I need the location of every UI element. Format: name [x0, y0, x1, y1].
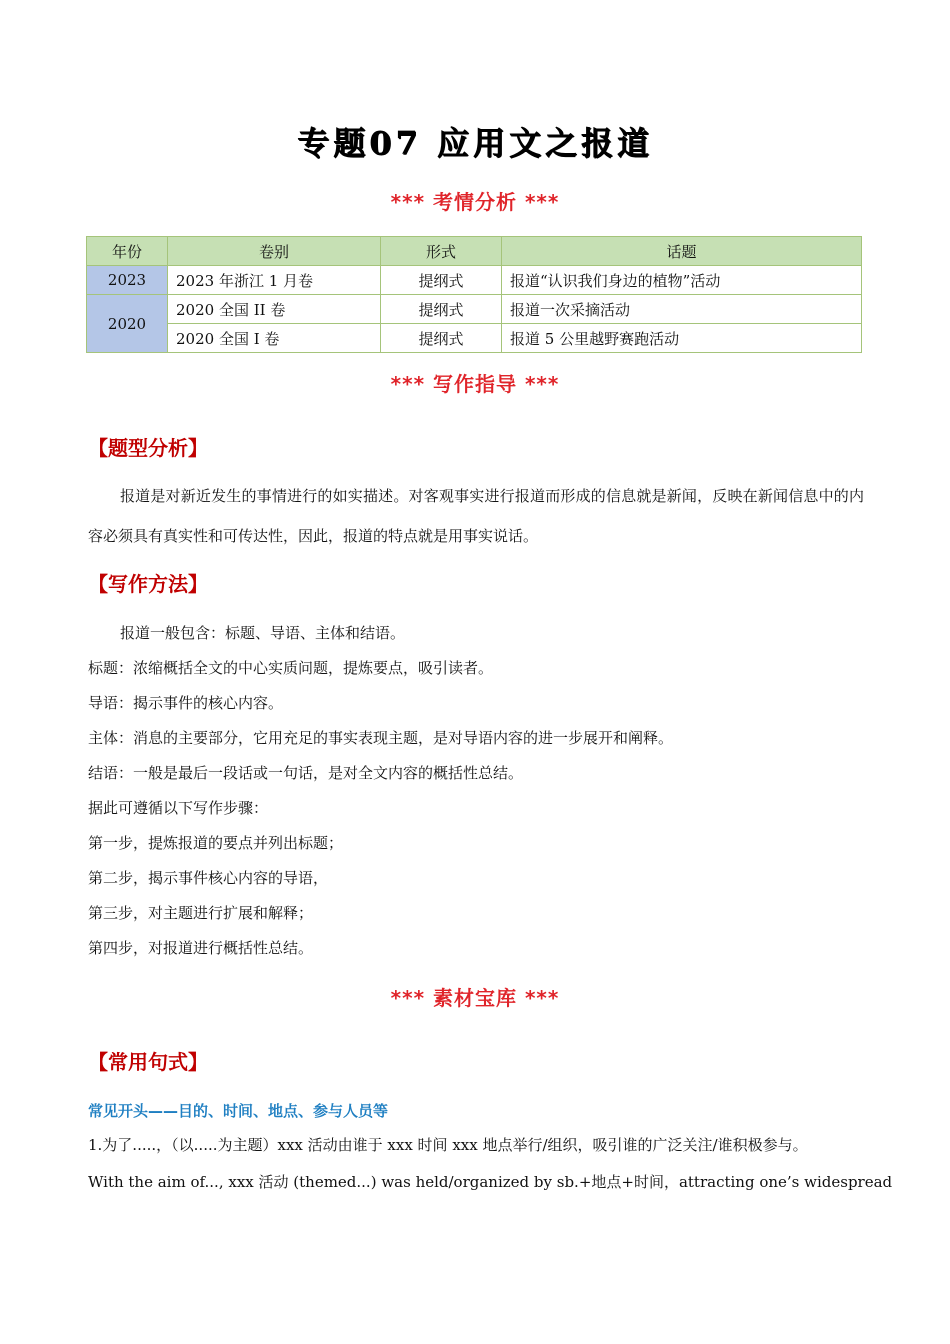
- method-line: 第二步，揭示事件核心内容的导语，: [88, 869, 329, 887]
- table-row: [87, 266, 862, 295]
- exam-table: [86, 236, 862, 353]
- method-line: 第四步，对报道进行概括性总结。: [88, 939, 314, 957]
- cell-year: 2020: [87, 295, 168, 353]
- method-line: 第三步，对主题进行扩展和解释；: [88, 904, 314, 922]
- sentence-line: 1.为了.....，（以.....为主题）xxx 活动由谁于 xxx 时间 xxx 地点举行/组织，吸引谁的广泛关注/谁积极参与。: [88, 1136, 808, 1154]
- section-material-heading: *** 素材宝库 ***: [390, 986, 560, 1010]
- header-topic: 话题: [502, 237, 862, 266]
- method-line: 据此可遵循以下写作步骤：: [88, 799, 269, 817]
- sentences-subheading: 常见开头——目的、时间、地点、参与人员等: [88, 1102, 389, 1120]
- cell-form: 提纲式: [381, 295, 502, 324]
- page-title: 专题07 应用文之报道: [297, 124, 653, 162]
- type-analysis-text: 报道是对新近发生的事情进行的如实描述。对客观事实进行报道而形成的信息就是新闻，反映在新闻信息中的内容必须具有真实性和可传达性，因此，报道的特点就是用事实说话。: [88, 487, 864, 545]
- cell-form: 提纲式: [381, 266, 502, 295]
- sentences-heading: 【常用句式】: [88, 1050, 208, 1074]
- type-analysis-heading: 【题型分析】: [88, 436, 208, 460]
- section-guide-heading: *** 写作指导 ***: [390, 372, 560, 396]
- table-row: [87, 324, 862, 353]
- header-paper: 卷别: [168, 237, 381, 266]
- table-row: [87, 295, 862, 324]
- method-line: 主体：消息的主要部分，它用充足的事实表现主题，是对导语内容的进一步展开和阐释。: [88, 729, 674, 747]
- header-form: 形式: [381, 237, 502, 266]
- cell-form: 提纲式: [381, 324, 502, 353]
- section-analysis-heading: *** 考情分析 ***: [390, 190, 560, 214]
- cell-topic: 报道 5 公里越野赛跑活动: [502, 324, 862, 353]
- method-line: 结语：一般是最后一段话或一句话，是对全文内容的概括性总结。: [88, 764, 524, 782]
- cell-topic: 报道一次采摘活动: [502, 295, 862, 324]
- table-header-row: [87, 237, 862, 266]
- header-year: 年份: [87, 237, 168, 266]
- cell-topic: 报道“认识我们身边的植物”活动: [502, 266, 862, 295]
- sentence-line-english: With the aim of..., xxx 活动 (themed...) was held/organized by sb.+地点+时间，attracting one’s widespread: [88, 1173, 893, 1191]
- cell-paper: 2020 全国 I 卷: [168, 324, 381, 353]
- method-line: 报道一般包含：标题、导语、主体和结语。: [120, 624, 406, 642]
- method-line: 标题：浓缩概括全文的中心实质问题，提炼要点，吸引读者。: [88, 659, 494, 677]
- cell-paper: 2023 年浙江 1 月卷: [168, 266, 381, 295]
- method-line: 第一步，提炼报道的要点并列出标题；: [88, 834, 344, 852]
- cell-paper: 2020 全国 II 卷: [168, 295, 381, 324]
- cell-year: 2023: [87, 266, 168, 295]
- method-heading: 【写作方法】: [88, 572, 208, 596]
- method-line: 导语：揭示事件的核心内容。: [88, 694, 284, 712]
